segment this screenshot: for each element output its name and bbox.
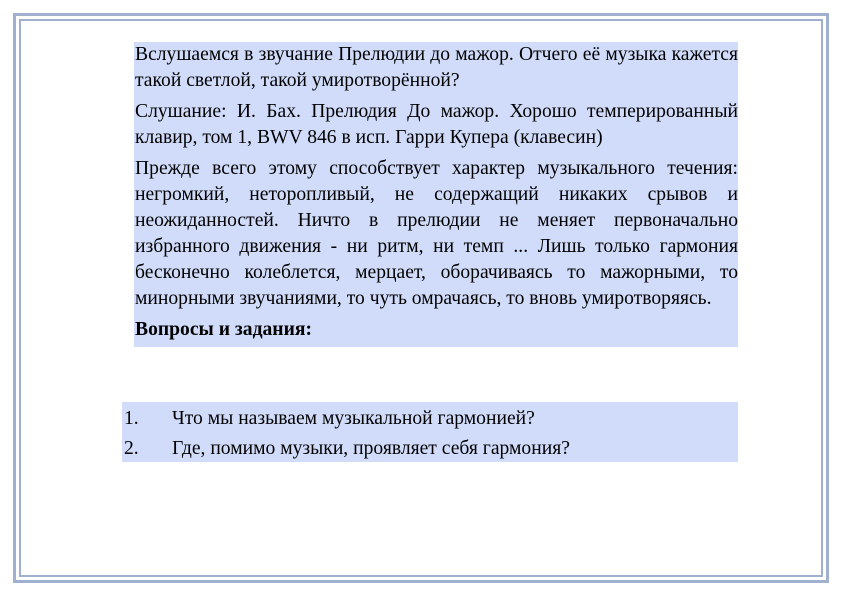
list-item <box>122 402 738 432</box>
list-item <box>122 432 738 462</box>
list-item-text: Что мы называем музыкальной гармонией? <box>172 408 535 429</box>
questions-list <box>122 402 738 462</box>
paragraph-listening: Слушание: И. Бах. Прелюдия До мажор. Хорошо темперированный клавир, том 1, BWV 846 в исп. Гарри Купера (клавесин) <box>135 101 738 148</box>
list-item-text: Где, помимо музыки, проявляет себя гармония? <box>172 438 570 459</box>
questions-heading: Вопросы и задания: <box>135 319 313 340</box>
list-item-number: 1. <box>124 408 139 429</box>
paragraph-intro: Вслушаемся в звучание Прелюдии до мажор. Отчего её музыка кажется такой светлой, такой умиротворённой? <box>135 44 738 91</box>
list-item-number: 2. <box>124 438 139 459</box>
slide-text-block <box>134 42 738 347</box>
paragraph-description: Прежде всего этому способствует характер музыкального течения: негромкий, неторопливый, не содержащий никаких срывов и неожиданностей. Ничто в прелюдии не меняет первоначально избранного движения - ни ритм, ни темп ... Лишь только гармония бесконечно колеблется, мерцает, оборачиваясь то мажорными, то минорными звучаниями, то чуть омрачаясь, то вновь умиротворяясь. <box>135 158 738 309</box>
